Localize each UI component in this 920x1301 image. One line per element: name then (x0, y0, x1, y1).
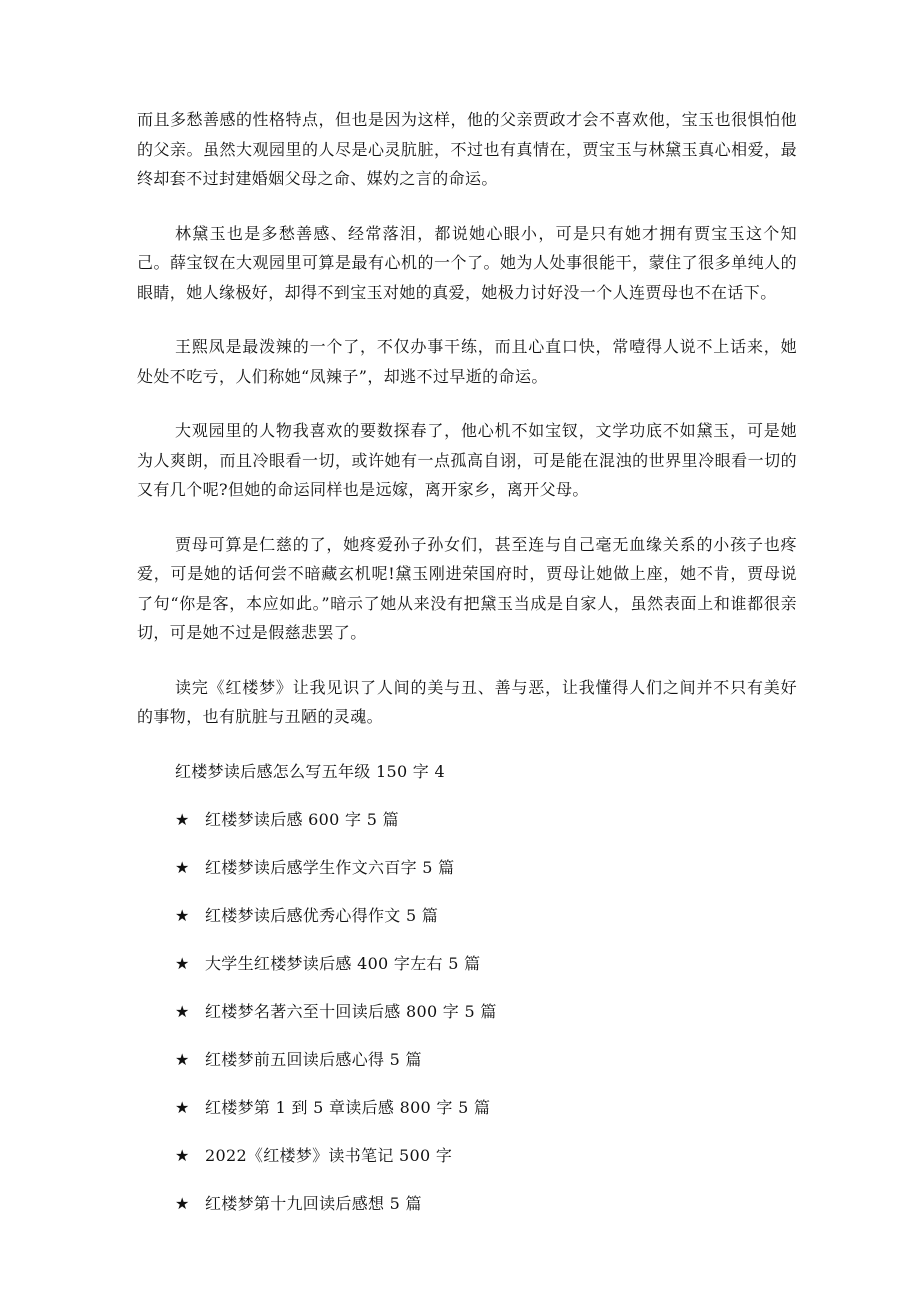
related-link[interactable] (175, 1045, 797, 1093)
related-link[interactable] (175, 997, 797, 1045)
star-icon: ★ (175, 1098, 190, 1117)
related-link-label: 红楼梦名著六至十回读后感 800 字 5 篇 (205, 1002, 497, 1021)
related-link-label: 大学生红楼梦读后感 400 字左右 5 篇 (205, 954, 481, 973)
star-icon: ★ (175, 954, 190, 973)
related-link[interactable] (175, 1189, 797, 1237)
paragraph-continuation: 而且多愁善感的性格特点，但也是因为这样，他的父亲贾政才会不喜欢他，宝玉也很惧怕他的父亲。虽然大观园里的人尽是心灵肮脏，不过也有真情在，贾宝玉与林黛玉真心相爱，最终却套不过封建婚姻父母之命、媒妁之言的命运。 (137, 110, 797, 188)
related-link[interactable] (175, 949, 797, 997)
star-icon: ★ (175, 1002, 190, 1021)
related-link-label: 红楼梦读后感优秀心得作文 5 篇 (205, 906, 439, 925)
related-articles-list (137, 805, 797, 1237)
star-icon: ★ (175, 1146, 190, 1165)
related-link[interactable] (175, 1141, 797, 1189)
related-link[interactable] (175, 1093, 797, 1141)
paragraph-lin-daiyu: 林黛玉也是多愁善感、经常落泪，都说她心眼小，可是只有她才拥有贾宝玉这个知己。薛宝钗在大观园里可算是最有心机的一个了。她为人处事很能干，蒙住了很多单纯人的眼睛，她人缘极好，却得不到宝玉对她的真爱，她极力讨好没一个人连贾母也不在话下。 (137, 223, 797, 302)
related-link-label: 红楼梦前五回读后感心得 5 篇 (205, 1050, 422, 1069)
star-icon: ★ (175, 906, 190, 925)
paragraph-jia-mu: 贾母可算是仁慈的了，她疼爱孙子孙女们，甚至连与自己毫无血缘关系的小孩子也疼爱，可是她的话何尝不暗藏玄机呢!黛玉刚进荣国府时，贾母让她做上座，她不肯，贾母说了句“你是客，本应如此。”暗示了她从来没有把黛玉当成是自家人，虽然表面上和谁都很亲切，可是她不过是假慈悲罢了。 (137, 534, 797, 642)
related-link[interactable] (175, 805, 797, 853)
related-link-label: 2022《红楼梦》读书笔记 500 字 (205, 1146, 453, 1165)
star-icon: ★ (175, 1194, 190, 1213)
paragraph-wang-xifeng: 王熙凤是最泼辣的一个了，不仅办事干练，而且心直口快，常噎得人说不上话来，她处处不吃亏，人们称她“凤辣子”，却逃不过早逝的命运。 (137, 337, 797, 386)
star-icon: ★ (175, 858, 190, 877)
related-link[interactable] (175, 901, 797, 949)
star-icon: ★ (175, 810, 190, 829)
article-body (137, 105, 797, 1237)
related-link-label: 红楼梦读后感 600 字 5 篇 (205, 810, 399, 829)
paragraph-tanchun: 大观园里的人物我喜欢的要数探春了，他心机不如宝钗，文学功底不如黛玉，可是她为人爽朗，而且冷眼看一切，或许她有一点孤高自诩，可是能在混浊的世界里冷眼看一切的又有几个呢?但她的命运同样也是远嫁，离开家乡，离开父母。 (137, 421, 797, 499)
star-icon: ★ (175, 1050, 190, 1069)
related-link-label: 红楼梦读后感学生作文六百字 5 篇 (205, 858, 455, 877)
essay-heading: 红楼梦读后感怎么写五年级 150 字 4 (175, 761, 445, 781)
related-link-label: 红楼梦第十九回读后感想 5 篇 (205, 1194, 422, 1213)
related-link[interactable] (175, 853, 797, 901)
related-link-label: 红楼梦第 1 到 5 章读后感 800 字 5 篇 (205, 1098, 491, 1117)
paragraph-conclusion: 读完《红楼梦》让我见识了人间的美与丑、善与恶，让我懂得人们之间并不只有美好的事物，也有肮脏与丑陋的灵魂。 (137, 677, 797, 726)
